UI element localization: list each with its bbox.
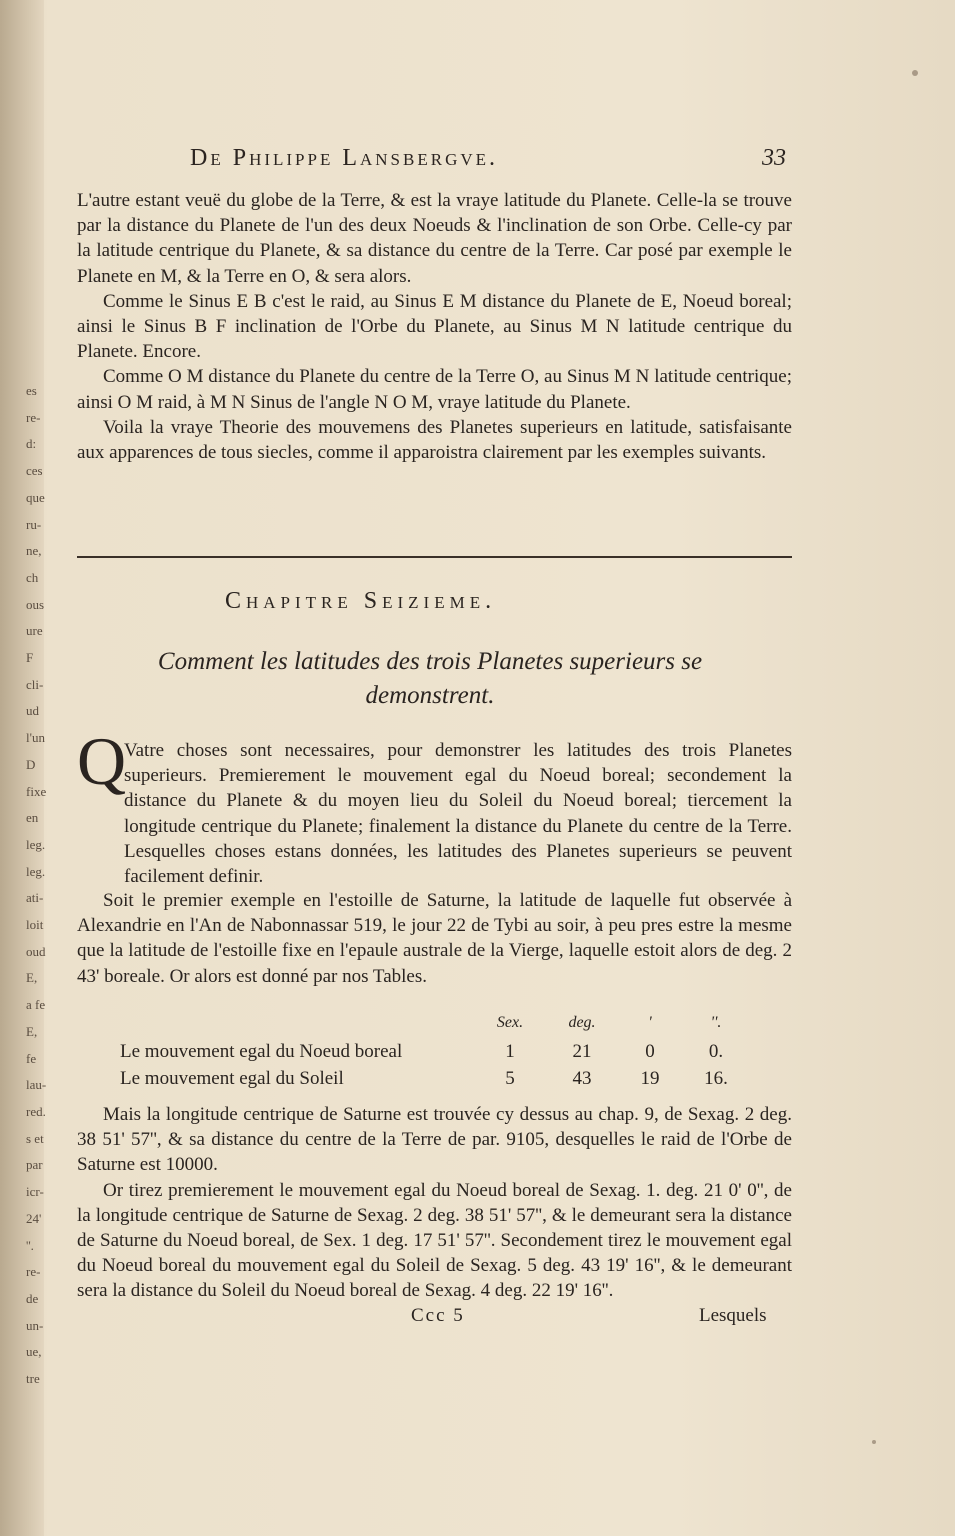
signature-mark: Ccc 5: [411, 1305, 465, 1326]
values-table: [120, 1014, 760, 1095]
paragraph: Or tirez premierement le mouvement egal du Noeud boreal de Sexag. 1. deg. 21 0' 0'', de la longitude centrique de Saturne de Sexag. 2 deg. 38 51' 57'', & le demeurant sera la distance de Saturne du Noeud boreal, de Sex. 1 deg. 17 51' 57''. Secondement tirez le mouvement egal du Noeud boreal du mouvement egal du Soleil de Sexag. 5 deg. 43 19' 16'', & le demeurant sera la distance du Soleil du Noeud boreal de Sexag. 4 deg. 22 19' 16''.: [77, 1179, 792, 1302]
running-header: [190, 145, 790, 181]
text-block-final: [77, 1102, 792, 1304]
margin-fragment: l'un: [26, 730, 45, 746]
paragraph: Vatre choses sont necessaires, pour demonstrer les latitudes des trois Planetes superieurs. Premierement le mouvement egal du Noeud boreal; secondement la distance du Planete & du moyen lieu du Soleil du Noeud boreal; tiercement la longitude centrique du Planete; finalement la distance du Planete du centre de la Terre. Lesquelles choses estans données, les latitudes des Planetes superieurs se peuvent facilement definir.: [124, 740, 792, 888]
margin-fragment: fixe: [26, 783, 47, 799]
margin-fragment: E,: [26, 1023, 38, 1039]
table-header-row: [120, 1014, 760, 1041]
margin-fragment: tre: [26, 1371, 40, 1387]
table-header: ''.: [710, 1014, 722, 1031]
margin-fragment: ud: [26, 703, 39, 719]
margin-fragment: red.: [26, 1103, 46, 1119]
margin-fragment: ''.: [26, 1237, 34, 1253]
margin-fragment: loit: [26, 917, 44, 933]
ink-spot: [912, 70, 918, 76]
chapter-subtitle: Comment les latitudes des trois Planetes superieurs se demonstrent.: [157, 648, 703, 709]
margin-fragment: ne,: [26, 543, 42, 559]
table-header: Sex.: [496, 1014, 524, 1031]
table-header: ': [648, 1014, 652, 1031]
margin-fragment: fe: [26, 1050, 37, 1066]
margin-fragment: re-: [26, 409, 41, 425]
table-cell: 5: [505, 1068, 515, 1089]
row-label: Le mouvement egal du Noeud boreal: [120, 1041, 403, 1062]
intro-paragraph: [124, 738, 792, 889]
margin-fragment: s et: [26, 1130, 44, 1146]
margin-fragment: par: [26, 1157, 43, 1173]
section-rule: [77, 556, 792, 558]
margin-fragment: de: [26, 1290, 39, 1306]
table-cell: 0.: [708, 1041, 724, 1062]
margin-fragment: 24': [26, 1210, 42, 1226]
table-row: [120, 1068, 760, 1095]
text-block-continued: [77, 188, 792, 465]
table-row: [120, 1041, 760, 1068]
catchword: Lesquels: [699, 1305, 767, 1326]
intro-continued: [77, 888, 792, 989]
paragraph: Voila la vraye Theorie des mouvemens des Planetes superieurs en latitude, satisfaisante aux apparences de tous siecles, comme il apparoistra clairement par les exemples suivants.: [77, 416, 792, 464]
margin-fragment: a fe: [26, 997, 46, 1013]
page-number: 33: [762, 145, 786, 171]
margin-fragment: es: [26, 383, 37, 398]
margin-fragment: leg.: [26, 836, 46, 852]
paragraph: Comme O M distance du Planete du centre de la Terre O, au Sinus M N latitude centrique; ainsi O M raid, à M N Sinus de l'angle N O M, vraye latitude du Planete.: [77, 366, 792, 413]
margin-fragment: icr-: [26, 1184, 44, 1200]
margin-fragment: ue,: [26, 1344, 42, 1360]
running-title: De Philippe Lansbergve.: [190, 145, 499, 171]
margin-fragment: un-: [26, 1317, 44, 1333]
paragraph: Comme le Sinus E B c'est le raid, au Sinus E M distance du Planete de E, Noeud boreal; ainsi le Sinus B F inclination de l'Orbe du Planete, au Sinus M N latitude centrique du Planete. Encore.: [77, 290, 792, 363]
table-cell: 16.: [704, 1068, 728, 1089]
table-cell: 19: [640, 1068, 660, 1089]
table-cell: 1: [505, 1041, 515, 1062]
margin-fragment: cli-: [26, 676, 44, 692]
margin-fragment: ru-: [26, 516, 42, 532]
table-cell: 43: [572, 1068, 592, 1089]
margin-fragment: leg.: [26, 863, 46, 879]
margin-fragment: lau-: [26, 1077, 47, 1093]
ink-spot: [872, 1440, 876, 1444]
row-label: Le mouvement egal du Soleil: [120, 1068, 344, 1089]
margin-fragment: ch: [26, 569, 39, 585]
margin-fragment: d:: [26, 436, 37, 452]
paragraph: L'autre estant veuë du globe de la Terre, & est la vraye latitude du Planete. Celle-la se trouve par la distance du Planete de l'un des deux Noeuds & l'inclination de son Orbe. Celle-cy par la latitude centrique du Planete, & sa distance du centre de la Terre. Car posé par exemple le Planete en M, & la Terre en O, & sera alors.: [77, 190, 792, 287]
facing-page-margin-text: [26, 378, 47, 1393]
margin-fragment: que: [26, 489, 45, 505]
page-footer: [77, 1305, 792, 1335]
margin-fragment: ati-: [26, 890, 44, 906]
paragraph: Soit le premier exemple en l'estoille de Saturne, la latitude de laquelle fut observée à Alexandrie en l'An de Nabonnassar 519, le jour 22 de Tybi au soir, à peu pres estre la mesme que la latitude de l'estoille fixe en l'epaule australe de la Vierge, laquelle estoit alors de deg. 2 43' boreale. Or alors est donné par nos Tables.: [77, 890, 792, 987]
drop-cap: Q: [77, 723, 127, 799]
chapter-heading: Chapitre Seizieme.: [225, 588, 497, 614]
table-cell: 0: [645, 1041, 655, 1062]
paragraph: Mais la longitude centrique de Saturne est trouvée cy dessus au chap. 9, de Sexag. 2 deg. 38 51' 57'', & sa distance du centre de la Terre de par. 9105, desquelles le raid de l'Orbe de Saturne est 10000.: [77, 1104, 792, 1176]
margin-fragment: D: [26, 756, 36, 772]
table-header: deg.: [568, 1014, 596, 1031]
margin-fragment: oud: [26, 943, 46, 959]
margin-fragment: ure: [26, 623, 43, 639]
margin-fragment: F: [26, 650, 34, 666]
margin-fragment: en: [26, 810, 39, 826]
table-cell: 21: [572, 1041, 592, 1062]
margin-fragment: ous: [26, 596, 45, 612]
margin-fragment: ces: [26, 463, 43, 479]
margin-fragment: re-: [26, 1264, 41, 1280]
margin-fragment: E,: [26, 970, 38, 986]
